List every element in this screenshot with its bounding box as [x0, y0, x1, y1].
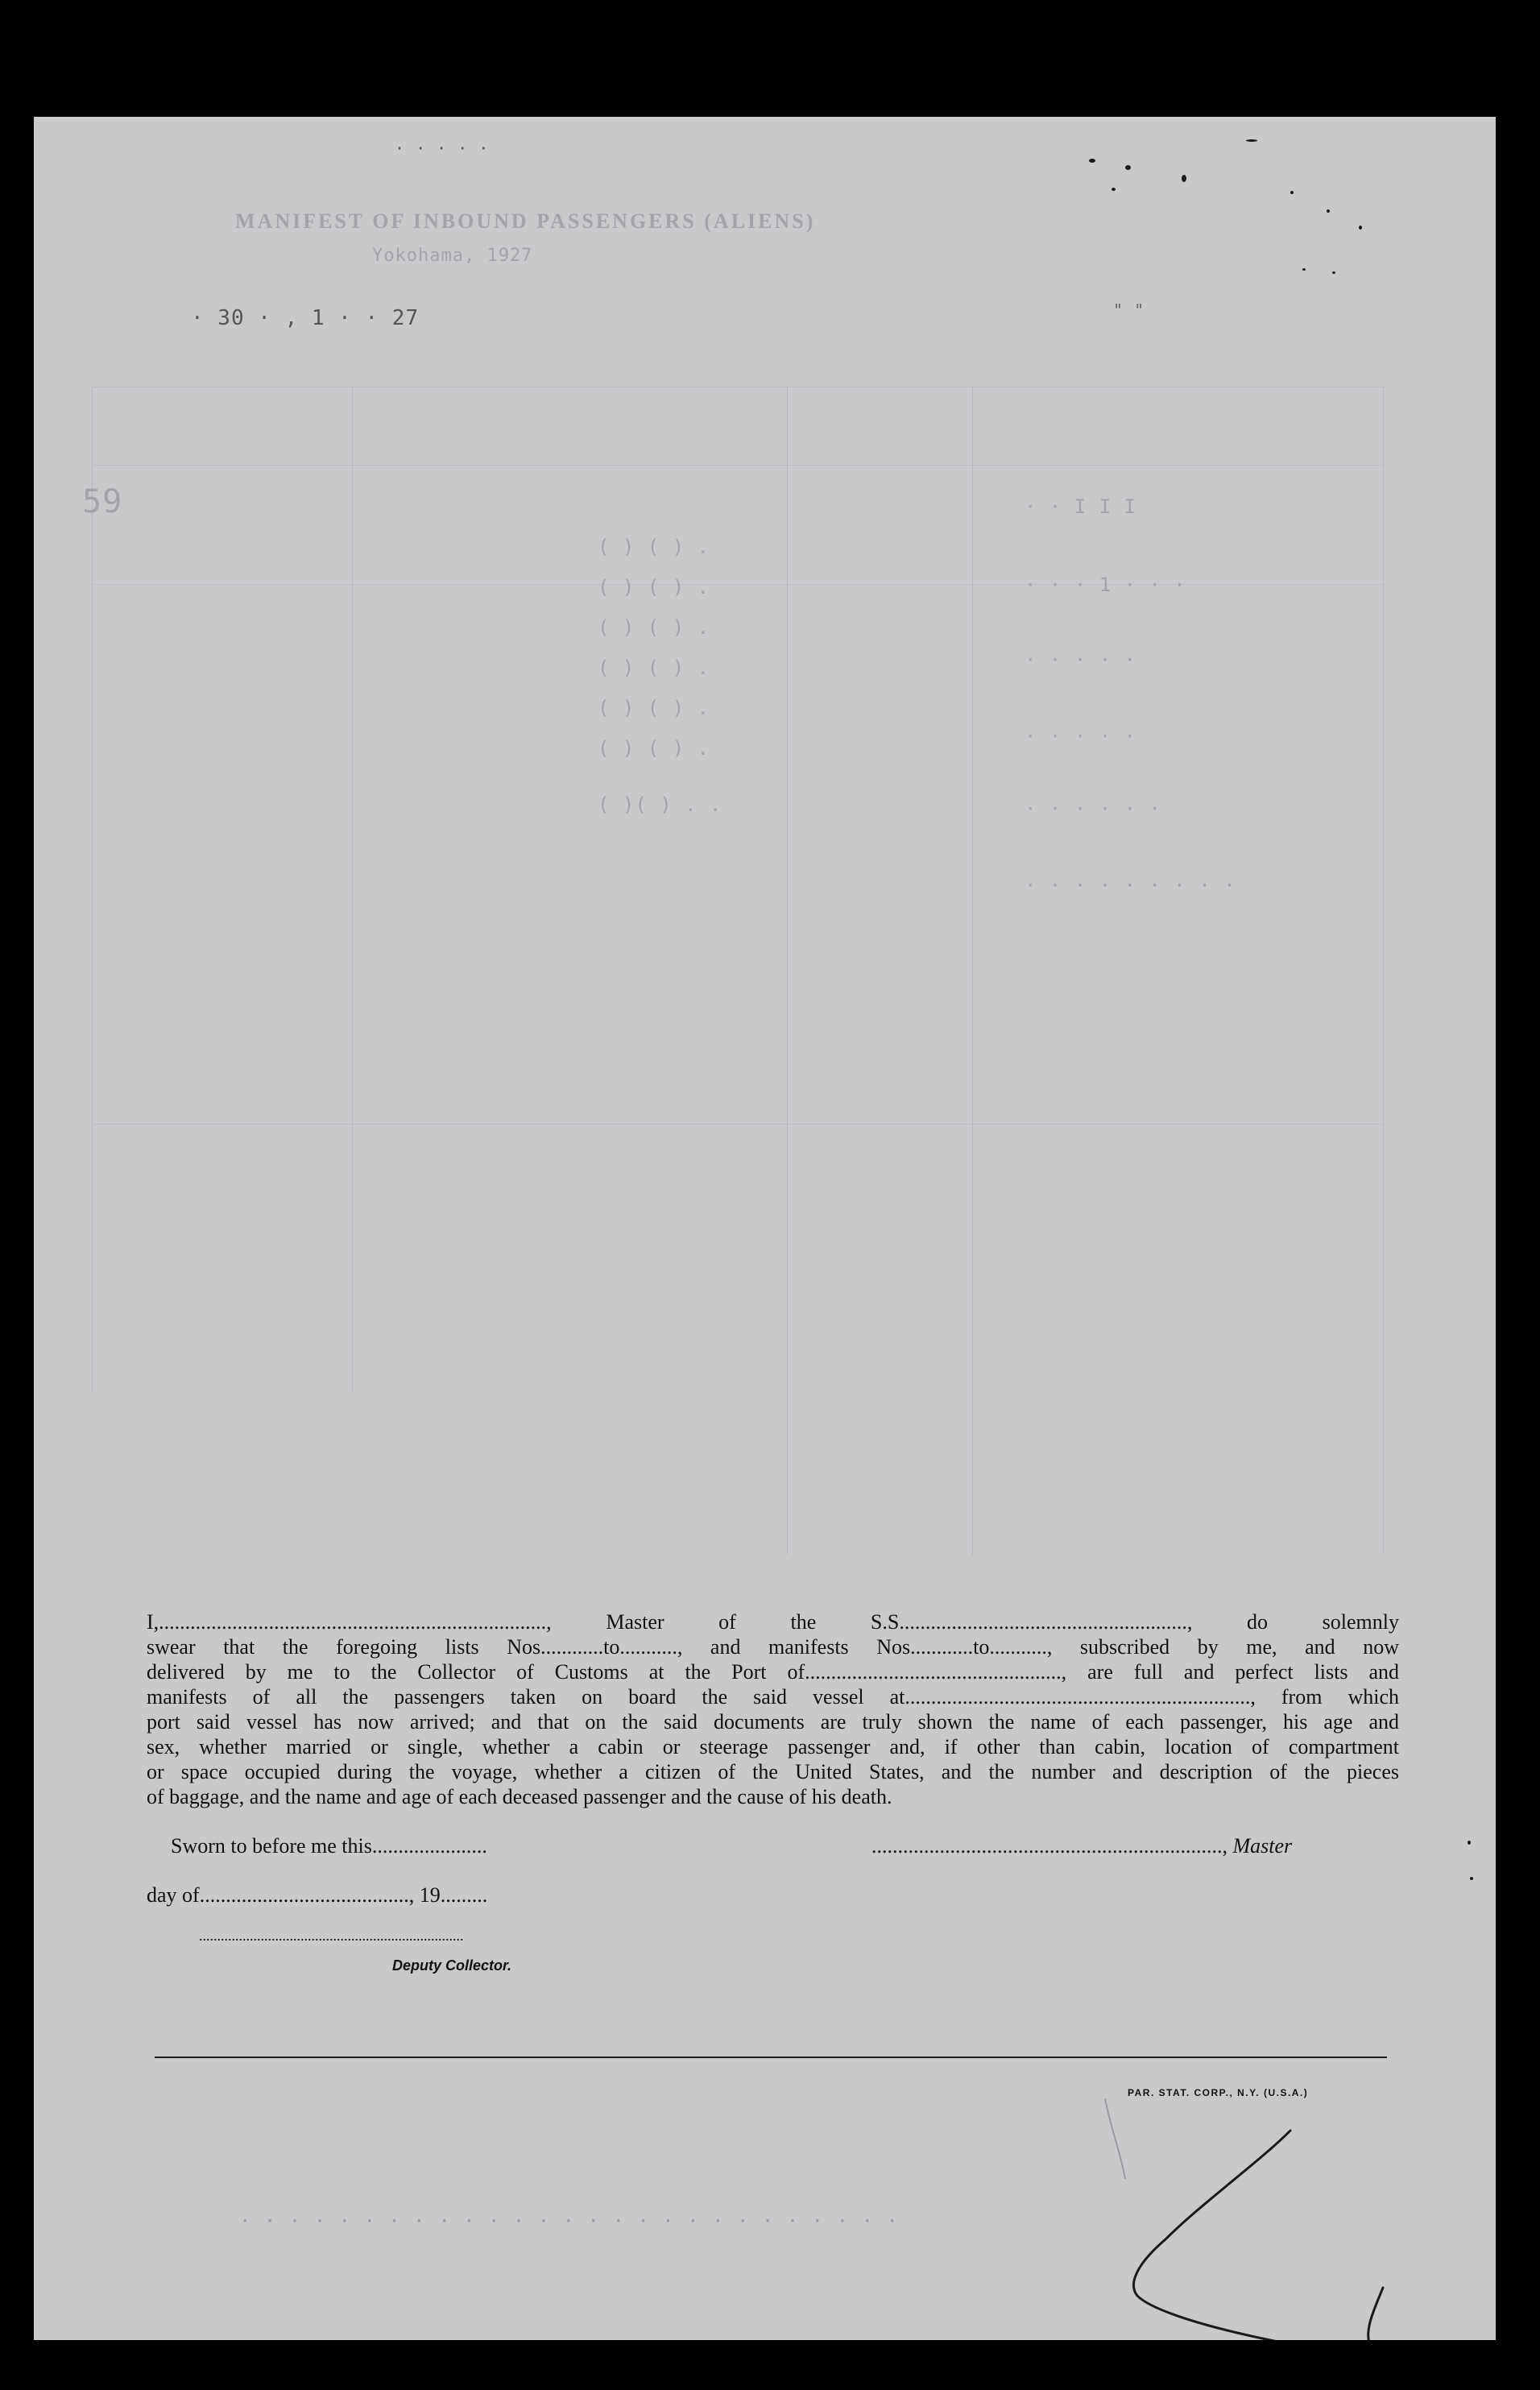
deputy-collector-label: Deputy Collector. — [392, 1957, 512, 1974]
ink-speck — [1182, 175, 1186, 182]
ghost-item: ( )( ) . . — [598, 793, 722, 816]
ghost-row-line — [92, 465, 1385, 466]
oath-line: manifests of all the passengers taken on board the said vessel at.................................................................., from which — [147, 1685, 1399, 1709]
master-label: , Master — [1222, 1834, 1293, 1858]
ink-speck — [1332, 271, 1335, 274]
oath-line: or space occupied during the voyage, whether a citizen of the United States, and the number and description of the pieces — [147, 1760, 1399, 1783]
ghost-header-marks: · · · · · — [395, 139, 490, 158]
ghost-side-number: 59 — [82, 483, 123, 520]
collector-dots: ......................................................................... — [199, 1928, 464, 1944]
ink-speck — [1468, 1841, 1471, 1845]
ghost-item: · · · · · — [1025, 725, 1137, 748]
footer-rule — [155, 2057, 1387, 2058]
ghost-row-line — [92, 584, 1385, 585]
ink-speck — [1125, 165, 1131, 170]
ink-speck — [1359, 226, 1362, 230]
ink-speck — [1112, 188, 1116, 191]
ghost-item: ( ) ( ) . — [598, 616, 710, 639]
ghost-header-line3: · 30 · , 1 · · 27 — [191, 306, 420, 330]
ghost-item: · · I I I — [1025, 495, 1137, 518]
ghost-item: ( ) ( ) . — [598, 657, 710, 679]
ghost-item: ( ) ( ) . — [598, 697, 710, 719]
printer-imprint: PAR. STAT. CORP., N.Y. (U.S.A.) — [1128, 2087, 1309, 2098]
ghost-row-line — [92, 1124, 1385, 1125]
ink-speck — [1302, 268, 1306, 271]
ghost-quote-marks: " " — [1113, 300, 1145, 320]
manifest-page — [34, 117, 1496, 2340]
ghost-item: · · · · · · · · · — [1025, 874, 1236, 897]
oath-line: I,.........................................................................., Master of the S.S......................................................., do solemnly — [147, 1610, 1399, 1634]
oath-line: port said vessel has now arrived; and that on the said documents are truly shown the name of each passenger, his age and — [147, 1710, 1399, 1733]
ink-speck — [1089, 159, 1095, 163]
oath-line: sex, whether married or single, whether a cabin or steerage passenger and, if other than cabin, location of compartment — [147, 1735, 1399, 1758]
ghost-item: · · · · · · — [1025, 797, 1161, 820]
ghost-item: · · · · · — [1025, 648, 1137, 671]
master-signature-line — [871, 1834, 1292, 1858]
ghost-item: · · · 1 · · · — [1025, 574, 1186, 596]
ghost-item: ( ) ( ) . — [598, 536, 710, 558]
ghost-column-line — [352, 387, 353, 1394]
ink-speck — [1290, 191, 1294, 194]
ghost-column-line — [92, 387, 93, 1394]
sworn-line: Sworn to before me this...................... — [171, 1834, 487, 1858]
oath-line: swear that the foregoing lists Nos............to..........., and manifests Nos............to..........., subscribed by me, and now — [147, 1635, 1399, 1659]
oath-line: of baggage, and the name and age of each deceased passenger and the cause of his death. — [147, 1785, 892, 1808]
ghost-header-line2: Yokohama, 1927 — [372, 246, 533, 266]
ghost-footer-line: · · · · · · · · · · · · · · · · · · · · · · · · · · · — [239, 2210, 899, 2232]
oath-paragraph — [147, 1609, 1399, 1809]
oath-line: delivered by me to the Collector of Customs at the Port of................................................., are full and perfect lists and — [147, 1660, 1399, 1684]
master-dots: ................................................................... — [871, 1834, 1223, 1858]
ghost-column-line — [972, 387, 973, 1555]
ink-speck — [1470, 1877, 1473, 1880]
ink-speck — [1327, 209, 1330, 213]
ghost-item: ( ) ( ) . — [598, 737, 710, 760]
ghost-item: ( ) ( ) . — [598, 576, 710, 599]
ghost-header-title: MANIFEST OF INBOUND PASSENGERS (ALIENS) — [235, 209, 816, 233]
ghost-column-line — [1383, 387, 1384, 1555]
day-of-line: day of........................................, 19......... — [147, 1883, 488, 1907]
ghost-column-line — [787, 387, 788, 1555]
pen-stroke — [1089, 2090, 1427, 2340]
ink-speck — [1246, 139, 1257, 142]
